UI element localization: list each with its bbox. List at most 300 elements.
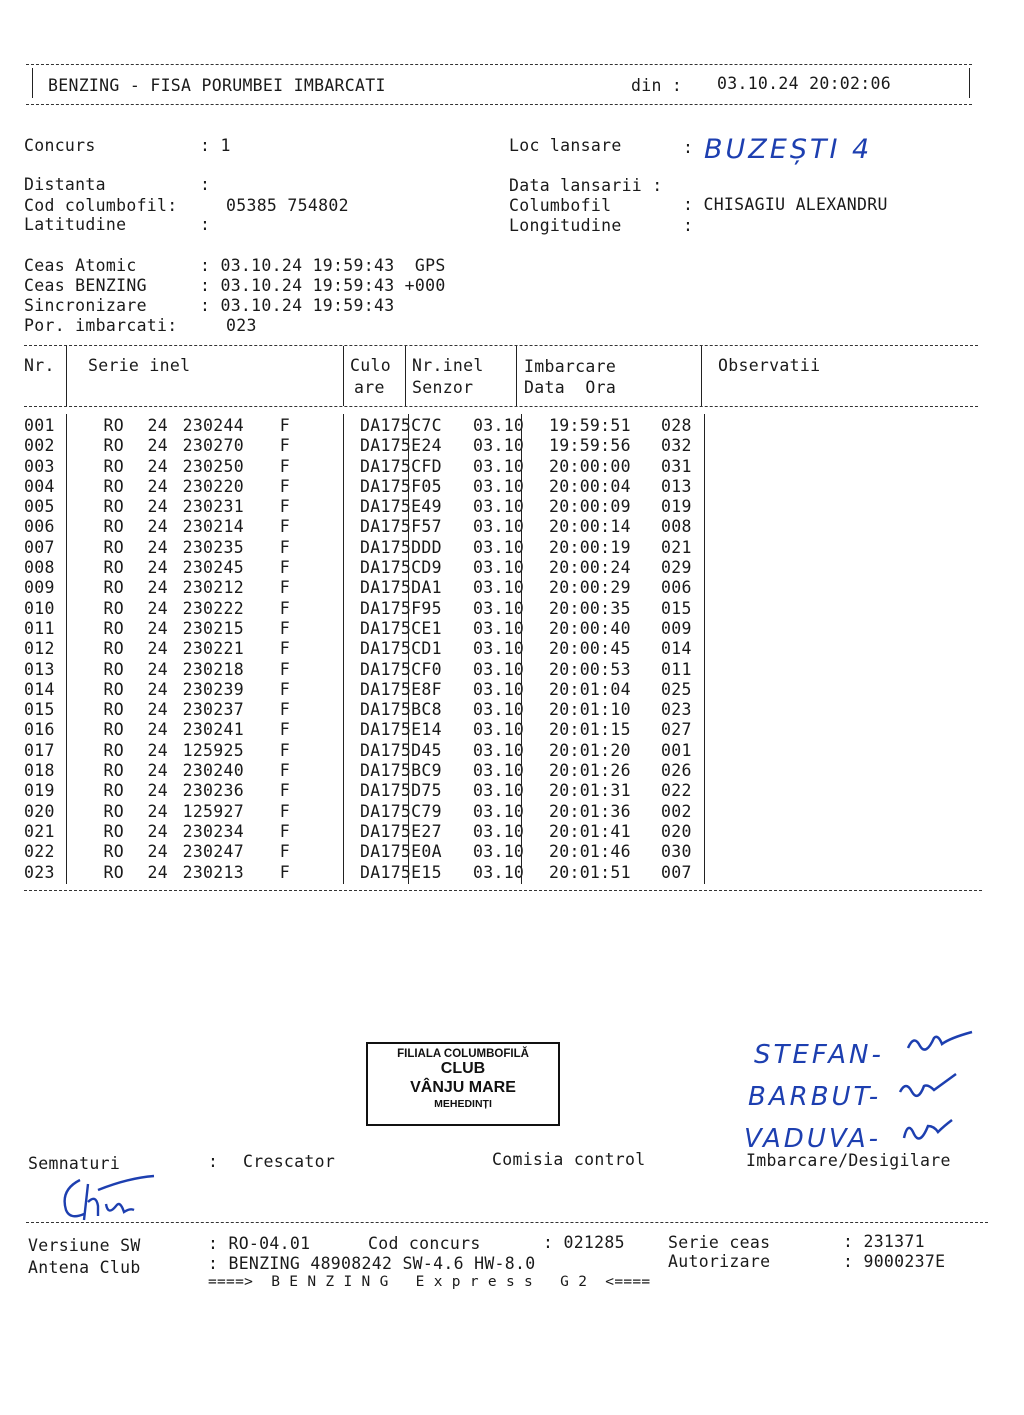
table-header-rule: [24, 406, 978, 407]
cell-country: RO: [103, 720, 124, 740]
cell-nr: 022: [24, 842, 55, 862]
cell-ring: 230215: [182, 618, 244, 638]
cell-country: RO: [103, 781, 124, 801]
cell-nr: 009: [24, 578, 55, 598]
cell-country: RO: [103, 761, 124, 781]
cell-country: RO: [103, 842, 124, 862]
cell-observatii: 008: [661, 517, 692, 537]
cell-sex: F: [279, 456, 290, 476]
cell-senzor: DA175CE1: [360, 618, 442, 638]
cell-culoare: [290, 842, 356, 862]
stamp-line-3: VÂNJU MARE: [410, 1079, 516, 1096]
cell-ora: 20:01:41: [549, 821, 631, 841]
cell-ora: 20:00:00: [549, 456, 631, 476]
serie-ceas-value: : 231371: [843, 1232, 925, 1251]
report-title: BENZING - FISA PORUMBEI IMBARCATI: [48, 76, 386, 95]
header-imbarcare-1: Imbarcare: [524, 357, 617, 376]
ceas-benzing-value: : 03.10.24 19:59:43 +000: [200, 276, 446, 295]
cell-senzor: DA175E49: [360, 497, 442, 517]
cell-culoare: [290, 781, 356, 801]
table-row: [24, 741, 721, 761]
header-culoare-1: Culo: [350, 356, 391, 375]
cell-observatii: 027: [661, 720, 692, 740]
cell-senzor: DA175E27: [360, 821, 442, 841]
col-divider-imbarcare: [701, 346, 702, 406]
cell-year: 24: [147, 842, 168, 862]
cell-observatii: 023: [661, 700, 692, 720]
cell-culoare: [290, 720, 356, 740]
table-row: [24, 538, 721, 558]
breeder-signature: [54, 1170, 164, 1226]
cell-nr: 006: [24, 517, 55, 537]
cell-nr: 008: [24, 558, 55, 578]
cell-senzor: DA175F57: [360, 517, 442, 537]
cell-observatii: 025: [661, 679, 692, 699]
cell-sex: F: [279, 578, 290, 598]
cell-year: 24: [147, 740, 168, 760]
concurs-label: Concurs: [24, 136, 96, 155]
cell-year: 24: [147, 659, 168, 679]
cell-senzor: DA175DDD: [360, 537, 442, 557]
report-date-value: 03.10.24 20:02:06: [717, 74, 891, 93]
cell-ring: 230214: [182, 517, 244, 537]
cell-year: 24: [147, 497, 168, 517]
cell-nr: 001: [24, 416, 55, 435]
handwritten-name-2: BARBUT-: [748, 1082, 882, 1112]
antena-club-value: : BENZING 48908242 SW-4.6 HW-8.0: [208, 1254, 536, 1273]
cell-nr: 018: [24, 761, 55, 781]
cell-ring: 230235: [182, 537, 244, 557]
cell-senzor: DA175E14: [360, 720, 442, 740]
cell-observatii: 001: [661, 740, 692, 760]
columbofil-value: : CHISAGIU ALEXANDRU: [683, 195, 888, 214]
cell-nr: 002: [24, 436, 55, 456]
cell-data: 03.10: [473, 740, 525, 760]
cell-sex: F: [279, 720, 290, 740]
cell-ring: 230220: [182, 476, 244, 496]
cell-data: 03.10: [473, 578, 525, 598]
cell-year: 24: [147, 821, 168, 841]
cell-nr: 003: [24, 456, 55, 476]
cell-country: RO: [103, 639, 124, 659]
cell-sex: F: [279, 558, 290, 578]
cell-data: 03.10: [473, 497, 525, 517]
cell-ring: 230236: [182, 781, 244, 801]
cell-data: 03.10: [473, 700, 525, 720]
body-divider-imbarcare: [704, 414, 705, 884]
table-row: [24, 720, 721, 740]
cell-data: 03.10: [473, 416, 525, 435]
cell-sex: F: [279, 700, 290, 720]
cell-year: 24: [147, 436, 168, 456]
cell-observatii: 009: [661, 618, 692, 638]
cell-data: 03.10: [473, 598, 525, 618]
cell-ora: 20:00:35: [549, 598, 631, 618]
cell-culoare: [290, 599, 356, 619]
cell-senzor: DA175D45: [360, 740, 442, 760]
cell-nr: 005: [24, 497, 55, 517]
cell-observatii: 015: [661, 598, 692, 618]
concurs-value: : 1: [200, 136, 231, 155]
cell-data: 03.10: [473, 436, 525, 456]
cell-senzor: DA175DA1: [360, 578, 442, 598]
cell-ring: 230212: [182, 578, 244, 598]
cell-senzor: DA175CD1: [360, 639, 442, 659]
imbarcare-desigilare-label: Imbarcare/Desigilare: [746, 1151, 951, 1170]
cell-nr: 015: [24, 700, 55, 720]
cell-country: RO: [103, 517, 124, 537]
cell-country: RO: [103, 618, 124, 638]
cell-country: RO: [103, 862, 124, 882]
cell-culoare: [290, 660, 356, 680]
cell-ora: 20:00:53: [549, 659, 631, 679]
cell-country: RO: [103, 537, 124, 557]
cell-ora: 20:01:04: [549, 679, 631, 699]
cell-sex: F: [279, 497, 290, 517]
cell-nr: 012: [24, 639, 55, 659]
cell-sex: F: [279, 659, 290, 679]
cell-ring: 230222: [182, 598, 244, 618]
cell-observatii: 022: [661, 781, 692, 801]
cell-country: RO: [103, 659, 124, 679]
header-nr-inel-2: Senzor: [412, 378, 474, 397]
cell-year: 24: [147, 598, 168, 618]
table-row: [24, 558, 721, 578]
distanta-label: Distanta: [24, 175, 106, 194]
cell-senzor: DA175D75: [360, 781, 442, 801]
cell-data: 03.10: [473, 558, 525, 578]
cell-data: 03.10: [473, 476, 525, 496]
cell-ring: 230244: [182, 416, 244, 435]
table-row: [24, 863, 721, 883]
header-left-border: [32, 68, 33, 98]
cell-observatii: 014: [661, 639, 692, 659]
cell-nr: 007: [24, 537, 55, 557]
longitudine-label: Longitudine: [509, 216, 622, 235]
cell-year: 24: [147, 639, 168, 659]
cell-ora: 20:00:45: [549, 639, 631, 659]
cell-senzor: DA175BC8: [360, 700, 442, 720]
table-row: [24, 477, 721, 497]
cell-country: RO: [103, 740, 124, 760]
cell-culoare: [290, 497, 356, 517]
cell-sex: F: [279, 801, 290, 821]
sincronizare-value: : 03.10.24 19:59:43: [200, 296, 395, 315]
cell-nr: 013: [24, 659, 55, 679]
cell-year: 24: [147, 781, 168, 801]
cell-sex: F: [279, 537, 290, 557]
cell-culoare: [290, 639, 356, 659]
header-observatii: Observatii: [718, 356, 821, 375]
table-row: [24, 822, 721, 842]
cell-nr: 010: [24, 598, 55, 618]
cell-ring: 230237: [182, 700, 244, 720]
cell-ora: 20:00:29: [549, 578, 631, 598]
table-row: [24, 436, 721, 456]
stamp-line-2: CLUB: [440, 1060, 486, 1077]
loc-lansare-label: Loc lansare: [509, 136, 622, 155]
porumbei-imbarcati-label: Por. imbarcati:: [24, 316, 178, 335]
cell-nr: 021: [24, 821, 55, 841]
cell-senzor: DA175E24: [360, 436, 442, 456]
cell-country: RO: [103, 416, 124, 435]
cell-ring: 230250: [182, 456, 244, 476]
cell-year: 24: [147, 862, 168, 882]
cell-ring: 230221: [182, 639, 244, 659]
cell-ora: 20:01:15: [549, 720, 631, 740]
cell-ring: 230231: [182, 497, 244, 517]
cell-ora: 20:01:31: [549, 781, 631, 801]
stamp-line-1: FILIALA COLUMBOFILĂ: [397, 1048, 529, 1060]
cell-senzor: DA175E8F: [360, 679, 442, 699]
cell-country: RO: [103, 578, 124, 598]
table-bottom-rule: [24, 890, 982, 891]
table-row: [24, 802, 721, 822]
table-row: [24, 497, 721, 517]
commission-signatures: [890, 1022, 990, 1162]
cell-sex: F: [279, 761, 290, 781]
latitudine-value: :: [200, 215, 211, 234]
loc-lansare-colon: :: [683, 138, 694, 157]
cell-observatii: 029: [661, 558, 692, 578]
cell-year: 24: [147, 537, 168, 557]
columbofil-label: Columbofil: [509, 196, 612, 215]
antena-club-label: Antena Club: [28, 1258, 141, 1277]
ceas-atomic-value: : 03.10.24 19:59:43 GPS: [200, 256, 446, 275]
cell-ora: 20:00:14: [549, 517, 631, 537]
cell-ring: 230218: [182, 659, 244, 679]
table-row: [24, 639, 721, 659]
cell-culoare: [290, 802, 356, 822]
cell-country: RO: [103, 476, 124, 496]
cell-observatii: 013: [661, 476, 692, 496]
col-divider-culoare: [405, 346, 406, 406]
cell-nr: 004: [24, 476, 55, 496]
cell-data: 03.10: [473, 456, 525, 476]
versiune-sw-value: : RO-04.01: [208, 1234, 311, 1253]
cell-ring: 230234: [182, 821, 244, 841]
pigeon-table: [24, 416, 721, 883]
cell-ring: 230240: [182, 761, 244, 781]
header-nr: Nr.: [24, 356, 55, 375]
cell-culoare: [290, 457, 356, 477]
footer-top-rule: [26, 1222, 988, 1223]
table-row: [24, 457, 721, 477]
crescator-label: Crescator: [243, 1152, 336, 1171]
cell-senzor: DA175CF0: [360, 659, 442, 679]
cell-observatii: 006: [661, 578, 692, 598]
cell-observatii: 026: [661, 761, 692, 781]
cell-year: 24: [147, 700, 168, 720]
cell-sex: F: [279, 862, 290, 882]
cell-data: 03.10: [473, 781, 525, 801]
versiune-sw-label: Versiune SW: [28, 1236, 141, 1255]
cell-ring: 230245: [182, 558, 244, 578]
cell-sex: F: [279, 639, 290, 659]
table-row: [24, 599, 721, 619]
cell-country: RO: [103, 700, 124, 720]
cell-nr: 019: [24, 781, 55, 801]
cell-culoare: [290, 558, 356, 578]
cell-observatii: 011: [661, 659, 692, 679]
sincronizare-label: Sincronizare: [24, 296, 147, 315]
cell-country: RO: [103, 801, 124, 821]
cell-senzor: DA175F95: [360, 598, 442, 618]
cell-ora: 19:59:56: [549, 436, 631, 456]
cell-culoare: [290, 741, 356, 761]
table-row: [24, 619, 721, 639]
table-row: [24, 680, 721, 700]
cell-country: RO: [103, 679, 124, 699]
table-row: [24, 761, 721, 781]
header-top-rule: [26, 64, 972, 65]
stamp-line-4: MEHEDINȚI: [434, 1098, 492, 1110]
cell-culoare: [290, 700, 356, 720]
semnaturi-colon: :: [208, 1152, 219, 1171]
cell-year: 24: [147, 761, 168, 781]
cell-data: 03.10: [473, 679, 525, 699]
cell-data: 03.10: [473, 537, 525, 557]
cell-sex: F: [279, 821, 290, 841]
cell-data: 03.10: [473, 720, 525, 740]
cell-ora: 20:01:46: [549, 842, 631, 862]
cod-concurs-value: : 021285: [543, 1233, 625, 1252]
cell-year: 24: [147, 679, 168, 699]
cell-ora: 20:00:40: [549, 618, 631, 638]
cell-senzor: DA175CD9: [360, 558, 442, 578]
cell-ora: 20:00:04: [549, 476, 631, 496]
semnaturi-label: Semnaturi: [28, 1154, 121, 1173]
cell-nr: 016: [24, 720, 55, 740]
longitudine-value: :: [683, 216, 694, 235]
header-nr-inel-1: Nr.inel: [412, 356, 484, 375]
cell-sex: F: [279, 679, 290, 699]
table-row: [24, 660, 721, 680]
cell-data: 03.10: [473, 659, 525, 679]
cell-senzor: DA175C7C: [360, 416, 442, 435]
cell-nr: 020: [24, 801, 55, 821]
cell-country: RO: [103, 598, 124, 618]
cell-year: 24: [147, 578, 168, 598]
cell-observatii: 028: [661, 416, 692, 435]
cell-observatii: 021: [661, 537, 692, 557]
cell-senzor: DA175F05: [360, 476, 442, 496]
distanta-value: :: [200, 175, 211, 194]
cell-observatii: 002: [661, 801, 692, 821]
cell-ring: 125925: [182, 740, 244, 760]
cell-ora: 20:00:09: [549, 497, 631, 517]
cell-sex: F: [279, 416, 290, 435]
cell-data: 03.10: [473, 761, 525, 781]
cell-sex: F: [279, 781, 290, 801]
table-row: [24, 416, 721, 436]
cell-sex: F: [279, 740, 290, 760]
cell-year: 24: [147, 801, 168, 821]
cell-ora: 19:59:51: [549, 416, 631, 435]
cell-observatii: 020: [661, 821, 692, 841]
comisia-control-label: Comisia control: [492, 1150, 646, 1169]
cell-sex: F: [279, 598, 290, 618]
ceas-benzing-label: Ceas BENZING: [24, 276, 147, 295]
cell-year: 24: [147, 476, 168, 496]
porumbei-imbarcati-value: 023: [226, 316, 257, 335]
header-serie-inel: Serie inel: [88, 356, 191, 375]
cell-sex: F: [279, 618, 290, 638]
cell-country: RO: [103, 456, 124, 476]
cell-observatii: 007: [661, 862, 692, 882]
cell-data: 03.10: [473, 821, 525, 841]
ceas-atomic-label: Ceas Atomic: [24, 256, 137, 275]
cell-ora: 20:01:51: [549, 862, 631, 882]
cell-data: 03.10: [473, 801, 525, 821]
cell-ora: 20:01:26: [549, 761, 631, 781]
cell-country: RO: [103, 497, 124, 517]
cell-culoare: [290, 619, 356, 639]
cell-observatii: 031: [661, 456, 692, 476]
cell-data: 03.10: [473, 842, 525, 862]
cell-nr: 023: [24, 862, 55, 882]
handwritten-name-3: VADUVA-: [744, 1124, 882, 1154]
header-right-border: [969, 68, 970, 98]
body-divider-nr: [66, 414, 67, 884]
cell-ring: 230247: [182, 842, 244, 862]
table-row: [24, 842, 721, 862]
cell-ring: 230270: [182, 436, 244, 456]
header-bottom-rule: [26, 104, 972, 105]
cell-nr: 014: [24, 679, 55, 699]
cell-senzor: DA175CFD: [360, 456, 442, 476]
report-date-label: din :: [631, 76, 683, 95]
cell-culoare: [290, 436, 356, 456]
cell-year: 24: [147, 558, 168, 578]
cell-ora: 20:01:20: [549, 740, 631, 760]
cell-senzor: DA175C79: [360, 801, 442, 821]
cell-culoare: [290, 822, 356, 842]
cell-observatii: 019: [661, 497, 692, 517]
cell-data: 03.10: [473, 618, 525, 638]
cod-columbofil-label: Cod columbofil:: [24, 196, 178, 215]
cell-year: 24: [147, 618, 168, 638]
cell-culoare: [290, 517, 356, 537]
cell-senzor: DA175BC9: [360, 761, 442, 781]
table-row: [24, 700, 721, 720]
cell-ring: 230213: [182, 862, 244, 882]
cell-sex: F: [279, 517, 290, 537]
header-imbarcare-2: Data Ora: [524, 378, 617, 397]
cell-year: 24: [147, 517, 168, 537]
table-row: [24, 517, 721, 537]
club-stamp: [366, 1042, 560, 1126]
table-row: [24, 781, 721, 801]
cell-year: 24: [147, 416, 168, 435]
cell-ring: 125927: [182, 801, 244, 821]
cell-observatii: 032: [661, 436, 692, 456]
data-lansarii-label: Data lansarii :: [509, 176, 663, 195]
cell-data: 03.10: [473, 862, 525, 882]
col-divider-senzor: [516, 346, 517, 406]
cell-nr: 011: [24, 618, 55, 638]
cell-nr: 017: [24, 740, 55, 760]
cell-ora: 20:01:36: [549, 801, 631, 821]
cell-culoare: [290, 863, 356, 883]
cod-columbofil-value: 05385 754802: [226, 196, 349, 215]
cell-country: RO: [103, 558, 124, 578]
benzing-express-banner: ====> B E N Z I N G E x p r e s s G 2 <====: [208, 1274, 651, 1290]
cell-ora: 20:00:19: [549, 537, 631, 557]
col-divider-serie: [343, 346, 344, 406]
cod-concurs-label: Cod concurs: [368, 1234, 481, 1253]
cell-sex: F: [279, 436, 290, 456]
